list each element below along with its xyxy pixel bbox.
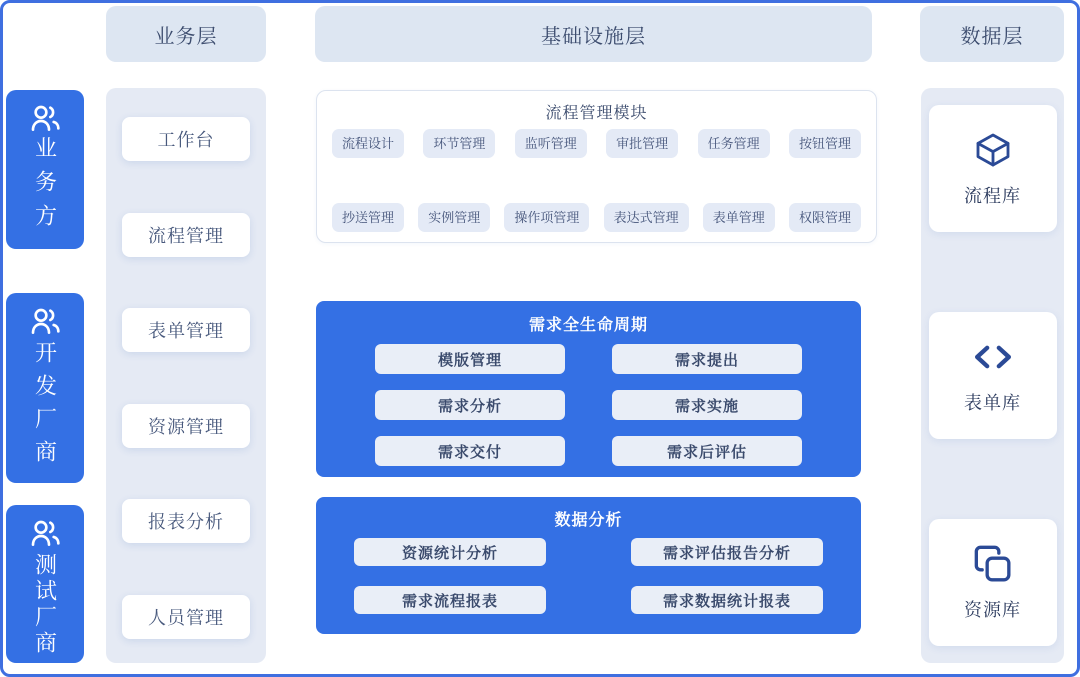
- lifecycle-item-requirement-delivery: 需求交付: [375, 436, 565, 466]
- business-item-process-mgmt: 流程管理: [122, 213, 250, 257]
- sidebar-group-business-party: [6, 90, 84, 249]
- chip-process-design: 流程设计: [332, 129, 404, 158]
- business-layer-column: [106, 88, 266, 663]
- process-module-panel: [316, 90, 877, 243]
- lifecycle-item-template-mgmt: 模版管理: [375, 344, 565, 374]
- business-item-form-mgmt: 表单管理: [122, 308, 250, 352]
- process-chip-row-1: [332, 129, 861, 158]
- cube-icon: [973, 130, 1013, 170]
- lifecycle-grid: [316, 344, 861, 466]
- sidebar-group-dev-vendor: [6, 293, 84, 483]
- sidebar-group-label: 业务方: [32, 136, 58, 238]
- chip-form-mgmt: 表单管理: [703, 203, 775, 232]
- store-label: 资源库: [964, 599, 1021, 620]
- business-item-resource-mgmt: 资源管理: [122, 404, 250, 448]
- analysis-item-data-stats-report: 需求数据统计报表: [631, 586, 823, 614]
- sidebar-group-label: 测试厂商: [32, 552, 58, 657]
- chip-button-mgmt: 按钮管理: [789, 129, 861, 158]
- sidebar-group-test-vendor: [6, 505, 84, 663]
- business-item-workbench: 工作台: [122, 117, 250, 161]
- chip-permission-mgmt: 权限管理: [789, 203, 861, 232]
- process-chip-row-2: [332, 203, 861, 232]
- analysis-grid: [316, 538, 861, 614]
- header-data-layer: 数据层: [920, 6, 1064, 62]
- header-business-layer: 业务层: [106, 6, 266, 62]
- lifecycle-item-post-evaluation: 需求后评估: [612, 436, 802, 466]
- store-label: 流程库: [964, 185, 1021, 206]
- business-item-report-analysis: 报表分析: [122, 499, 250, 543]
- store-process-library: [929, 105, 1057, 232]
- analysis-item-process-report: 需求流程报表: [354, 586, 546, 614]
- lifecycle-item-requirement-analysis: 需求分析: [375, 390, 565, 420]
- header-infrastructure-layer: 基础设施层: [315, 6, 872, 62]
- process-module-title: 流程管理模块: [545, 105, 648, 122]
- store-resource-library: [929, 519, 1057, 646]
- business-item-personnel-mgmt: 人员管理: [122, 595, 250, 639]
- users-icon: [29, 306, 61, 338]
- users-icon: [29, 518, 61, 550]
- lifecycle-panel-title: 需求全生命周期: [528, 317, 648, 334]
- analysis-panel-title: 数据分析: [554, 512, 623, 529]
- chip-task-mgmt: 任务管理: [698, 129, 770, 158]
- data-layer-column: [921, 88, 1064, 663]
- chip-listener-mgmt: 监听管理: [515, 129, 587, 158]
- analysis-item-evaluation-report: 需求评估报告分析: [631, 538, 823, 566]
- users-icon: [29, 103, 61, 135]
- chip-step-mgmt: 环节管理: [423, 129, 495, 158]
- chip-cc-mgmt: 抄送管理: [332, 203, 404, 232]
- chip-expression-mgmt: 表达式管理: [604, 203, 689, 232]
- sidebar-group-label: 开发厂商: [32, 340, 58, 473]
- chip-action-item-mgmt: 操作项管理: [504, 203, 589, 232]
- lifecycle-item-requirement-submit: 需求提出: [612, 344, 802, 374]
- lifecycle-panel: [316, 301, 861, 477]
- analysis-item-resource-stats: 资源统计分析: [354, 538, 546, 566]
- lifecycle-item-requirement-implement: 需求实施: [612, 390, 802, 420]
- copy-icon: [973, 544, 1013, 584]
- chip-instance-mgmt: 实例管理: [418, 203, 490, 232]
- store-label: 表单库: [964, 392, 1021, 413]
- chip-approval-mgmt: 审批管理: [606, 129, 678, 158]
- code-icon: [973, 337, 1013, 377]
- store-form-library: [929, 312, 1057, 439]
- analysis-panel: [316, 497, 861, 634]
